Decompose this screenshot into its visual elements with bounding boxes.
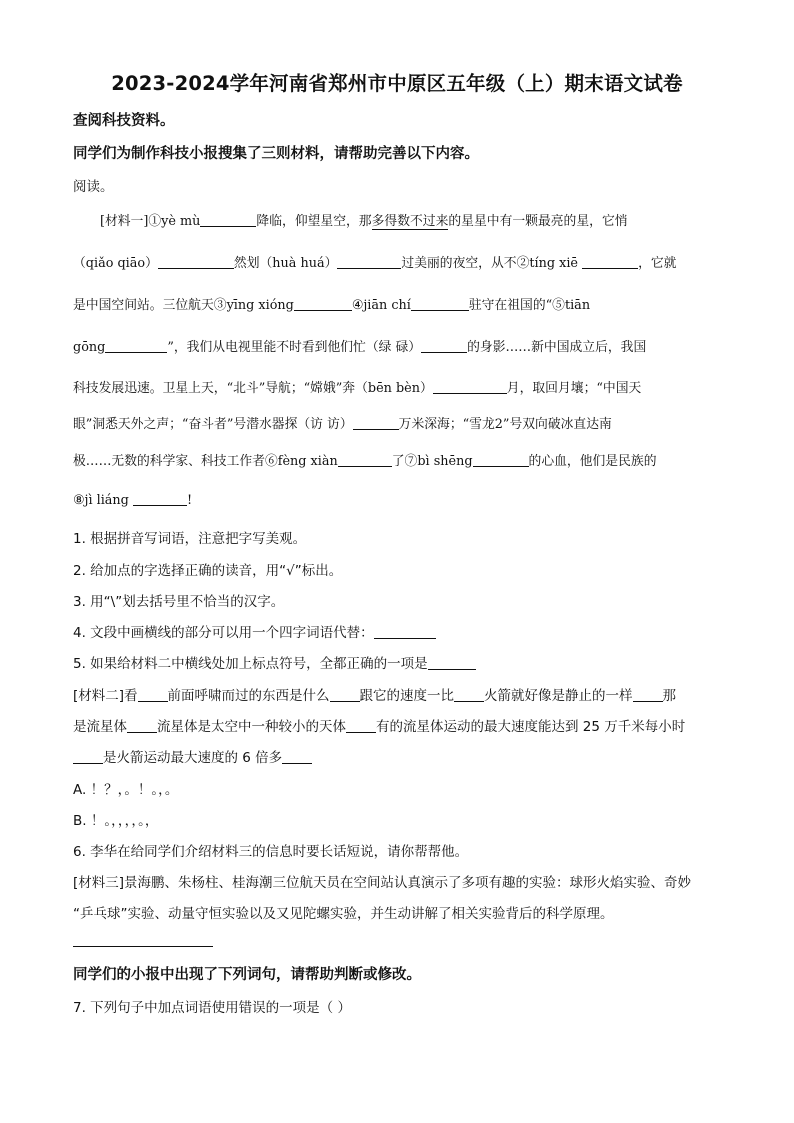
answer-blank[interactable] bbox=[421, 339, 467, 353]
section-intro: 同学们为制作科技小报搜集了三则材料，请帮助完善以下内容。 bbox=[73, 146, 479, 162]
answer-blank[interactable] bbox=[346, 719, 376, 733]
section-heading-revise: 同学们的小报中出现了下列词句，请帮助判断或修改。 bbox=[73, 967, 421, 983]
material-three-line-1: [材料三]景海鹏、朱杨柱、桂海潮三位航天员在空间站认真演示了多项有趣的实验：球形火焰实验、奇妙 bbox=[73, 875, 692, 891]
answer-line[interactable] bbox=[73, 946, 213, 947]
answer-blank[interactable] bbox=[633, 688, 663, 702]
question-2: 2. 给加点的字选择正确的读音，用“√”标出。 bbox=[73, 563, 343, 579]
answer-blank[interactable] bbox=[105, 339, 167, 353]
material-two-line-2: 是流星体 流星体是太空中一种较小的天体 有的流星体运动的最大速度能达到 25 万千米每小时 bbox=[73, 719, 686, 735]
read-label: 阅读。 bbox=[73, 179, 114, 195]
answer-blank[interactable] bbox=[138, 688, 168, 702]
material-one-line-3: 是中国空间站。三位航天③yīng xióng ④jiān chí 驻守在祖国的“⑤tiān bbox=[73, 298, 591, 313]
material-one-line-8: ⑧jì liáng ! bbox=[73, 493, 193, 508]
answer-blank[interactable] bbox=[353, 416, 399, 430]
answer-blank[interactable] bbox=[433, 380, 507, 394]
material-one-line-7: 极……无数的科学家、科技工作者⑥fèng xiàn 了⑦bì shēng 的心血，他们是民族的 bbox=[73, 454, 657, 469]
answer-blank[interactable] bbox=[338, 453, 392, 467]
question-5: 5. 如果给材料二中横线处加上标点符号，全都正确的一项是 bbox=[73, 652, 476, 672]
answer-blank[interactable] bbox=[428, 656, 476, 670]
answer-blank[interactable] bbox=[330, 688, 360, 702]
question-4: 4. 文段中画横线的部分可以用一个四字词语代替： bbox=[73, 621, 436, 641]
material-two-line-1: [材料二]看 前面呼啸而过的东西是什么 跟它的速度一比 火箭就好像是静止的一样 那 bbox=[73, 688, 677, 704]
answer-blank[interactable] bbox=[158, 255, 234, 269]
answer-blank[interactable] bbox=[282, 750, 312, 764]
answer-blank[interactable] bbox=[200, 213, 256, 227]
section-heading-research: 查阅科技资料。 bbox=[73, 113, 175, 129]
page-title: 2023-2024学年河南省郑州市中原区五年级（上）期末语文试卷 bbox=[111, 72, 683, 95]
question-6: 6. 李华在给同学们介绍材料三的信息时要长话短说，请你帮帮他。 bbox=[73, 844, 469, 860]
question-7: 7. 下列句子中加点词语使用错误的一项是（ ） bbox=[73, 1000, 351, 1016]
material-two-line-3: 是火箭运动最大速度的 6 倍多 bbox=[73, 746, 312, 766]
material-one-line-4: gōng ”，我们从电视里能不时看到他们忙（绿 碌） 的身影……新中国成立后，我国 bbox=[73, 340, 647, 355]
answer-blank[interactable] bbox=[73, 750, 103, 764]
material-three-line-2: “乒乓球”实验、动量守恒实验以及又见陀螺实验，并生动讲解了相关实验背后的科学原理。 bbox=[73, 906, 614, 922]
material-one-line-6: 眼”洞悉天外之声；“奋斗者”号潜水器探（访 访） 万米深海；“雪龙2”号双向破冰直达南 bbox=[73, 417, 612, 432]
option-b[interactable]: B. ！。，，，，。， bbox=[73, 813, 159, 829]
question-3: 3. 用“\”划去括号里不恰当的汉字。 bbox=[73, 594, 285, 610]
answer-blank[interactable] bbox=[582, 255, 638, 269]
answer-blank[interactable] bbox=[294, 297, 352, 311]
answer-blank[interactable] bbox=[133, 492, 187, 506]
material-one-line-1: [材料一]①yè mù 降临，仰望星空，那多得数不过来的星星中有一颗最亮的星，它悄 bbox=[100, 214, 628, 229]
answer-blank[interactable] bbox=[473, 453, 529, 467]
answer-blank[interactable] bbox=[411, 297, 469, 311]
underlined-phrase: 多得数不过来 bbox=[371, 214, 449, 229]
option-a[interactable]: A. ！？，。！。，。 bbox=[73, 782, 179, 798]
material-one-line-5: 科技发展迅速。卫星上天，“北斗”导航；“嫦娥”奔（bēn bèn） 月，取回月壤；“中国天 bbox=[73, 381, 642, 396]
answer-blank[interactable] bbox=[374, 625, 436, 639]
material-one-line-2: （qiǎo qiāo） 然划（huà huá） 过美丽的夜空，从不②tíng xiē ，它就 bbox=[73, 256, 677, 271]
answer-blank[interactable] bbox=[127, 719, 157, 733]
answer-blank[interactable] bbox=[337, 255, 401, 269]
question-1: 1. 根据拼音写词语，注意把字写美观。 bbox=[73, 531, 307, 547]
answer-blank[interactable] bbox=[454, 688, 484, 702]
